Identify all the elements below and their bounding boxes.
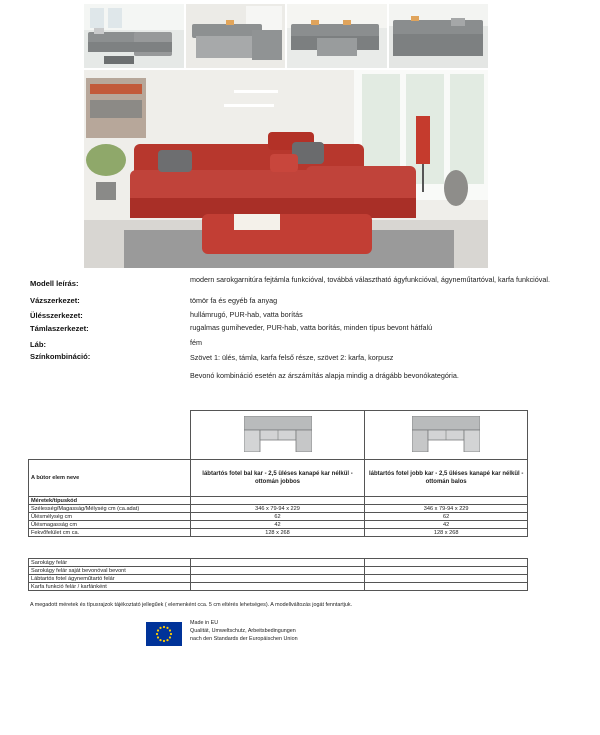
size-right: 346 x 79-94 x 229 bbox=[365, 505, 528, 513]
variant-name-right: lábtartós fotel jobb kar - 2,5 üléses kanapé kar nélkül - ottomán balos bbox=[365, 460, 528, 497]
surcharge-corner-bed-own-fabric: Sarokágy felár saját bevonóval bevont bbox=[29, 567, 191, 575]
table-row bbox=[29, 521, 528, 529]
spec-value-frame: tömör fa és egyéb fa anyag bbox=[190, 296, 278, 305]
table-row bbox=[29, 575, 528, 583]
row-label-seat-depth: Ülésmélység cm bbox=[29, 513, 191, 521]
table-row bbox=[29, 529, 528, 537]
thumbnail-photo-2[interactable] bbox=[186, 4, 286, 68]
spec-value-seat: hullámrugó, PUR-hab, vatta borítás bbox=[190, 310, 303, 319]
thumbnail-photo-1[interactable] bbox=[84, 4, 184, 68]
layout-diagram-right bbox=[365, 411, 528, 460]
table-row bbox=[29, 583, 528, 591]
row-label-size: Szélesség/Magasság/Mélység cm (ca.adat) bbox=[29, 505, 191, 513]
spec-value-model: modern sarokgarnitúra fejtámla funkcióval, továbbá választható ágyfunkcióval, ágyneműtartóval, karfa funkcióval. bbox=[190, 275, 550, 284]
seat-height-left: 42 bbox=[190, 521, 365, 529]
spec-value-color: Szövet 1: ülés, támla, karfa felső része, szövet 2: karfa, korpusz bbox=[190, 353, 394, 362]
seat-depth-right: 62 bbox=[365, 513, 528, 521]
row-label-seat-height: Ülésmagasság cm bbox=[29, 521, 191, 529]
spec-value-back: rugalmas gumiheveder, PUR-hab, vatta borítás, minden típus bevont hátfalú bbox=[190, 323, 433, 332]
table-row bbox=[29, 559, 528, 567]
surcharge-storage: Lábtartós fotel ágyneműtartó felár bbox=[29, 575, 191, 583]
table-row bbox=[29, 505, 528, 513]
bed-left: 128 x 268 bbox=[190, 529, 365, 537]
size-left: 346 x 79-94 x 229 bbox=[190, 505, 365, 513]
spec-label-legs: Láb: bbox=[30, 340, 47, 349]
spec-value-legs: fém bbox=[190, 338, 202, 347]
thumbnail-strip bbox=[84, 4, 488, 68]
fabric-note: Bevonó kombináció esetén az árszámítás alapja mindig a drágább bevonókategória. bbox=[190, 371, 459, 380]
eu-standards: nach den Standards der Europäischen Union bbox=[190, 636, 298, 642]
eu-flag-icon bbox=[146, 622, 182, 646]
spec-label-model: Modell leírás: bbox=[30, 279, 79, 288]
spec-label-seat: Ülésszerkezet: bbox=[30, 311, 83, 320]
variant-name-left: lábtartós fotel bal kar - 2,5 üléses kanapé kar nélkül - ottomán jobbos bbox=[190, 460, 365, 497]
footnote: A megadott méretek és típusrajzok tájékoztató jellegűek ( elemenként cca. 5 cm eltérés lehetséges). A modellváltozás jogát fenntartjuk. bbox=[30, 602, 353, 608]
table-row bbox=[29, 513, 528, 521]
layout-diagram-left bbox=[190, 411, 365, 460]
seat-height-right: 42 bbox=[365, 521, 528, 529]
surcharge-armrest: Karfa funkció felár / karfánként bbox=[29, 583, 191, 591]
spec-label-frame: Vázszerkezet: bbox=[30, 296, 80, 305]
dimension-table bbox=[28, 410, 528, 537]
row-label-bed: Fekvőfelület cm ca. bbox=[29, 529, 191, 537]
eu-quality: Qualität, Umweltschutz, Arbeitsbedingungen bbox=[190, 628, 296, 634]
bed-right: 128 x 268 bbox=[365, 529, 528, 537]
spec-label-back: Támlaszerkezet: bbox=[30, 324, 89, 333]
dims-header-cell-left bbox=[190, 497, 365, 505]
surcharge-table bbox=[28, 558, 528, 591]
table-empty-corner bbox=[29, 411, 191, 460]
table-row bbox=[29, 567, 528, 575]
thumbnail-photo-3[interactable] bbox=[287, 4, 387, 68]
main-product-photo[interactable] bbox=[84, 70, 488, 268]
surcharge-corner-bed: Sarokágy felár bbox=[29, 559, 191, 567]
seat-depth-left: 62 bbox=[190, 513, 365, 521]
dims-header: Méretek/típuskód bbox=[29, 497, 191, 505]
thumbnail-photo-4[interactable] bbox=[389, 4, 489, 68]
dims-header-cell-right bbox=[365, 497, 528, 505]
spec-label-color: Színkombináció: bbox=[30, 352, 91, 361]
eu-made-in: Made in EU bbox=[190, 620, 219, 626]
row-header-element-name: A bútor elem neve bbox=[29, 460, 191, 497]
